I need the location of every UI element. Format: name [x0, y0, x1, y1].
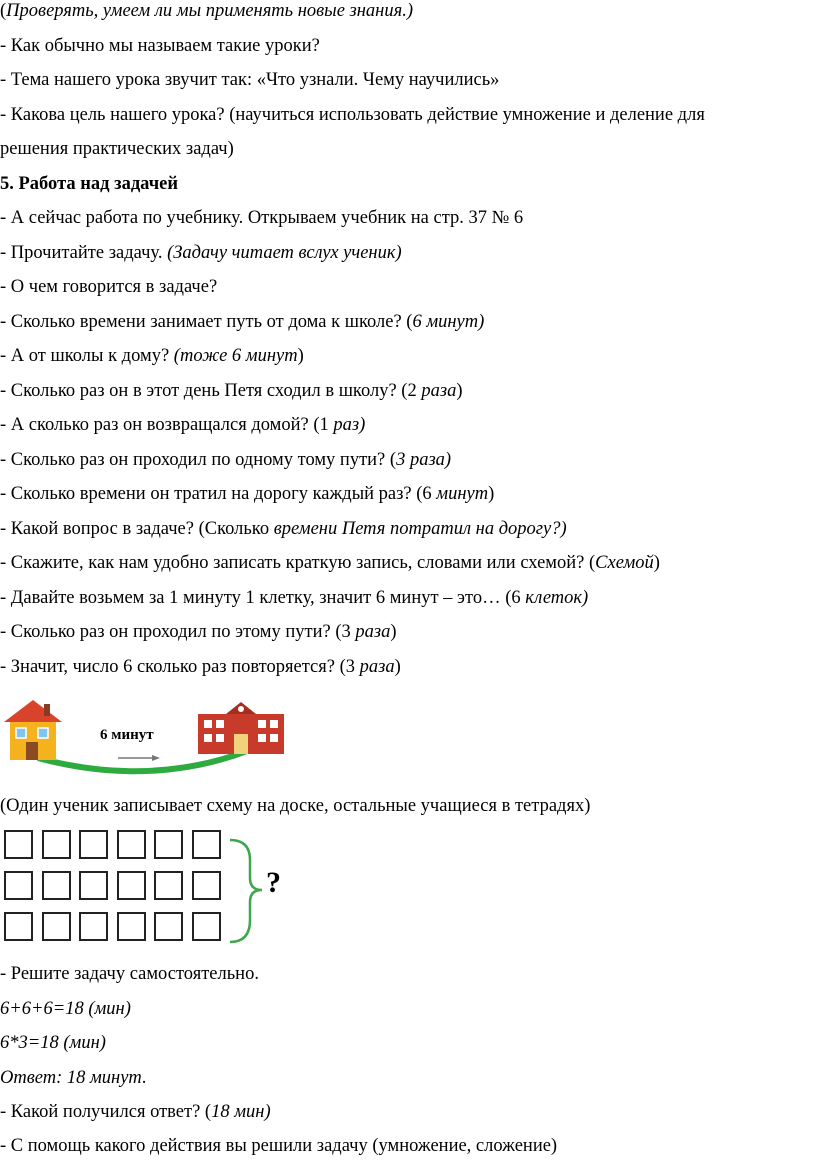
text-run: решения практических задач)	[0, 139, 234, 159]
text-run: 18 мин)	[211, 1102, 271, 1122]
house-icon	[4, 700, 62, 760]
text-run: - А от школы к дому?	[0, 346, 174, 366]
grid-cell	[154, 830, 183, 859]
text-run: )	[456, 381, 463, 401]
text-run: - Какой получился ответ? (	[0, 1102, 212, 1122]
text-run: раз)	[333, 415, 366, 435]
grid-cell	[42, 830, 71, 859]
text-run: минут	[436, 484, 489, 504]
text-line	[0, 482, 812, 506]
section-heading	[0, 172, 812, 196]
grid-cell	[79, 912, 108, 941]
solution-line	[0, 1031, 812, 1055]
text-run: - Сколько раз он проходил по одному тому пути? (	[0, 450, 397, 470]
text-run: 6*3=18 (мин)	[0, 1033, 106, 1053]
grid-cell	[4, 912, 33, 941]
text-line	[0, 379, 812, 403]
text-run: раза	[421, 381, 457, 401]
grid-cell	[42, 912, 71, 941]
text-run: Схемой	[595, 553, 654, 573]
grid-cell	[4, 830, 33, 859]
solution-line	[0, 962, 812, 986]
solution-line	[0, 997, 812, 1021]
grid-cell	[117, 871, 146, 900]
text-run: - Как обычно мы называем такие уроки?	[0, 36, 320, 56]
text-run: 5. Работа над задачей	[0, 174, 178, 194]
text-run: - Скажите, как нам удобно записать краткую запись, словами или схемой? (	[0, 553, 596, 573]
text-run: (Задачу читает вслух ученик)	[167, 243, 402, 263]
grid-cell	[192, 830, 221, 859]
grid-cell	[79, 830, 108, 859]
text-run: (	[0, 1, 7, 21]
text-run: - Тема нашего урока звучит так: «Что узнали. Чему научились»	[0, 70, 500, 90]
text-line	[0, 448, 812, 472]
grid-cell	[154, 912, 183, 941]
text-run: )	[390, 622, 397, 642]
grid-cell	[192, 912, 221, 941]
text-line	[0, 620, 812, 644]
route-illustration	[0, 696, 300, 778]
text-run: )	[488, 484, 495, 504]
grid-cell	[192, 871, 221, 900]
grid-cell	[42, 871, 71, 900]
school-icon	[198, 702, 284, 754]
text-line	[0, 551, 812, 575]
text-line	[0, 655, 812, 679]
text-line	[0, 517, 812, 541]
text-run: - Прочитайте задачу.	[0, 243, 168, 263]
text-run: )	[297, 346, 304, 366]
text-line	[0, 68, 812, 92]
text-run: 6+6+6=18 (мин)	[0, 999, 131, 1019]
text-line	[0, 206, 812, 230]
instruction-line	[0, 794, 812, 818]
text-run: - Сколько времени он тратил на дорогу каждый раз? (6	[0, 484, 437, 504]
route-diagram	[0, 696, 300, 778]
text-line	[0, 413, 812, 437]
text-run: 6 минут)	[412, 312, 485, 332]
text-run: - Какой вопрос в задаче? (Сколько	[0, 519, 274, 539]
text-line	[0, 0, 812, 23]
question-mark: ?	[266, 866, 281, 899]
text-run: - А сколько раз он возвращался домой? (1	[0, 415, 334, 435]
text-run: - С помощь какого действия вы решили задачу (умножение, сложение)	[0, 1136, 558, 1156]
text-run: )	[394, 657, 401, 677]
text-line	[0, 586, 812, 610]
duration-label: 6 минут	[100, 727, 154, 743]
text-run: .	[141, 1068, 147, 1088]
text-run: времени Петя потратил на дорогу?)	[273, 519, 567, 539]
text-run: Ответ: 18 минут	[0, 1068, 142, 1088]
text-run: - Давайте возьмем за 1 минуту 1 клетку, значит 6 минут – это… (6	[0, 588, 526, 608]
text-line	[0, 275, 812, 299]
solution-line	[0, 1066, 812, 1090]
text-run: клеток)	[525, 588, 589, 608]
grid-cell	[117, 830, 146, 859]
text-line	[0, 103, 812, 127]
text-run: - О чем говорится в задаче?	[0, 277, 218, 297]
text-line	[0, 310, 812, 334]
text-run: - Сколько раз он в этот день Петя сходил в школу? (2	[0, 381, 422, 401]
text-run: - Сколько раз он проходил по этому пути? (3	[0, 622, 356, 642]
text-run: (тоже 6 минут	[173, 346, 298, 366]
text-line	[0, 137, 812, 161]
text-run: раза	[355, 622, 391, 642]
text-run: (Один ученик записывает схему на доске, остальные учащиеся в тетрадях)	[0, 796, 591, 816]
text-run: )	[653, 553, 660, 573]
text-run: раза	[359, 657, 395, 677]
grid-cell	[154, 871, 183, 900]
text-run: - Какова цель нашего урока? (научиться использовать действие умножение и деление для	[0, 105, 705, 125]
text-run: Проверять, умеем ли мы применять новые знания.)	[6, 1, 413, 21]
text-run: - А сейчас работа по учебнику. Открываем учебник на стр. 37 № 6	[0, 208, 524, 228]
grid-cell	[79, 871, 108, 900]
text-line	[0, 344, 812, 368]
text-run: - Решите задачу самостоятельно.	[0, 964, 259, 984]
text-run: - Значит, число 6 сколько раз повторяется? (3	[0, 657, 360, 677]
grid-cell	[4, 871, 33, 900]
solution-line	[0, 1100, 812, 1124]
text-line	[0, 241, 812, 265]
text-line	[0, 34, 812, 58]
text-run: - Сколько времени занимает путь от дома к школе? (	[0, 312, 413, 332]
arrow-head	[152, 755, 160, 761]
text-run: 3 раза)	[396, 450, 452, 470]
solution-line	[0, 1134, 812, 1158]
grid-cell	[117, 912, 146, 941]
